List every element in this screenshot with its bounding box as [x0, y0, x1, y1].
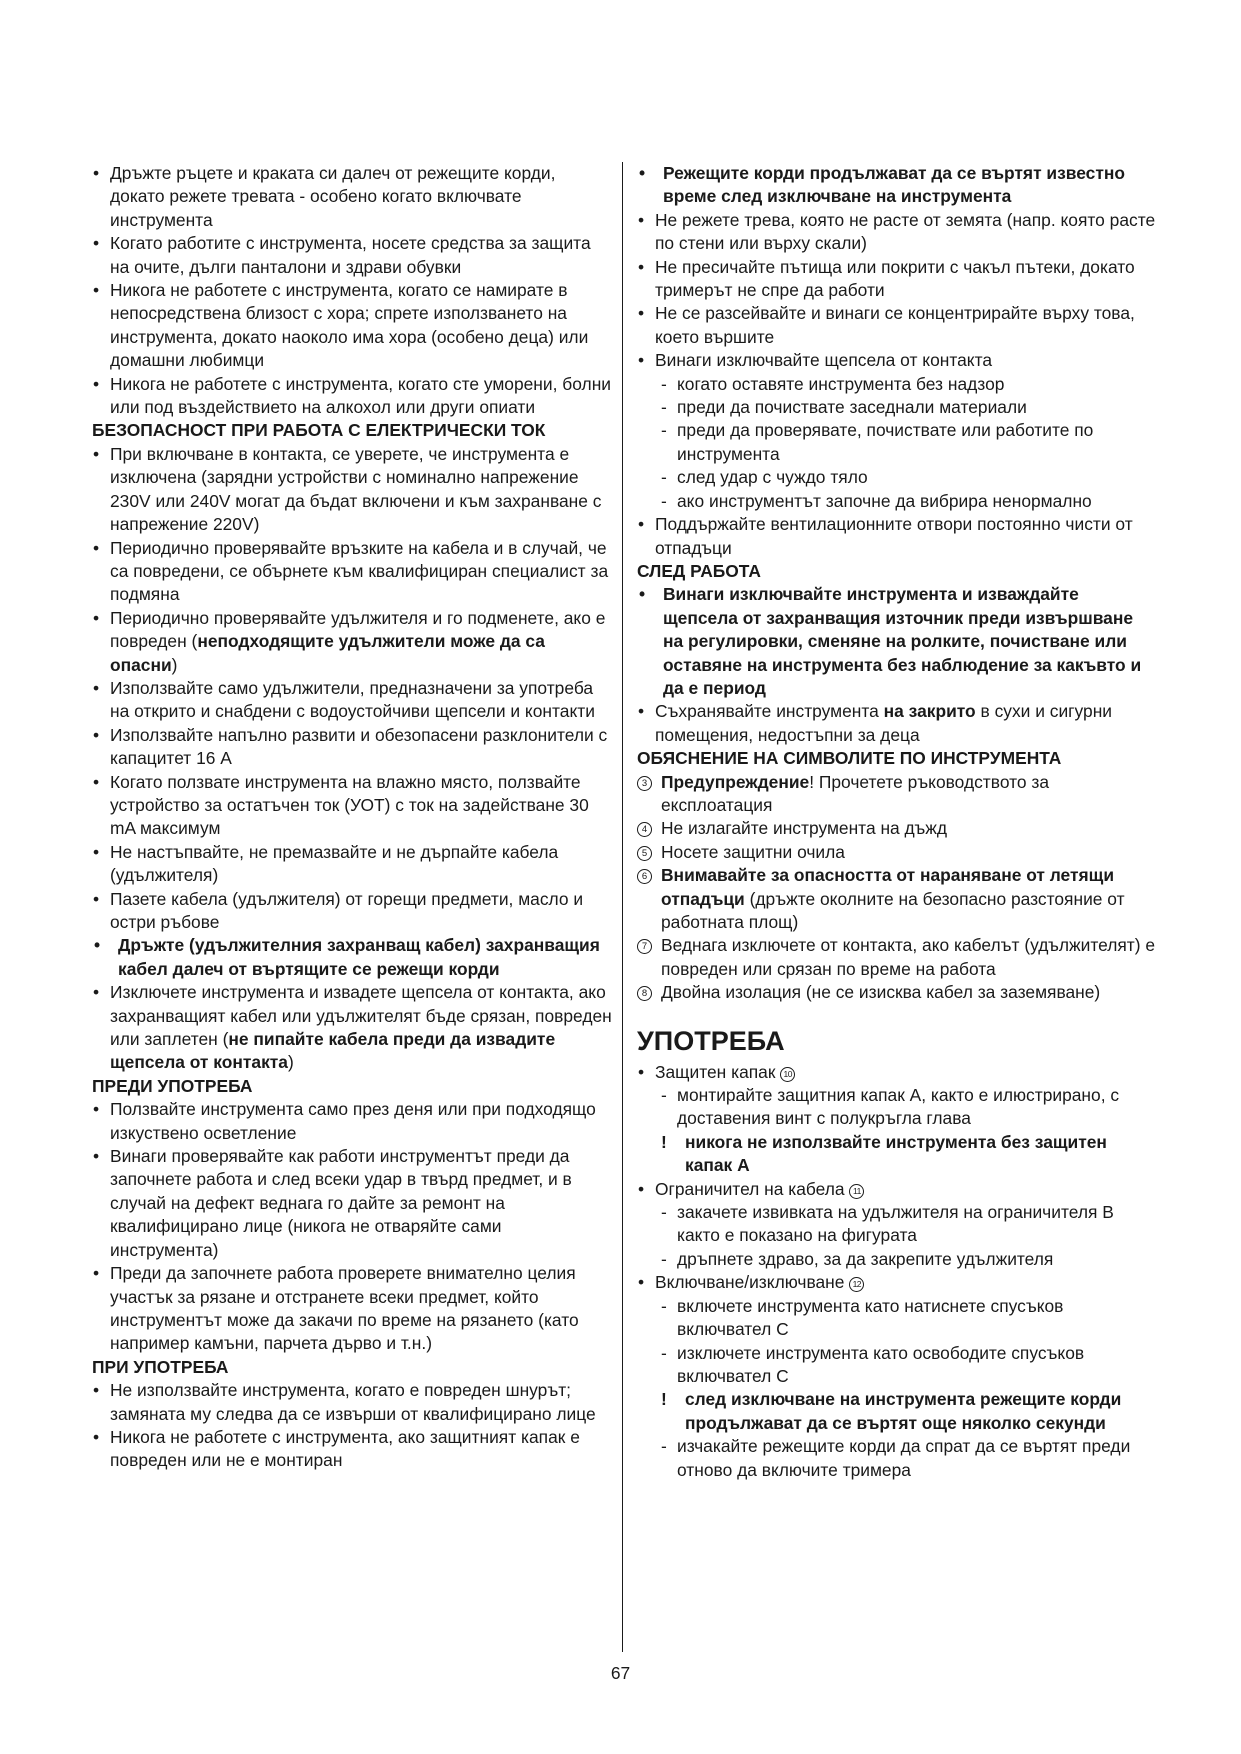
list-item	[92, 607, 612, 677]
dash-item: - ако инструментът започне да вибрира ненормално	[637, 490, 1157, 513]
list-item: • Не използвайте инструмента, когато е повреден шнурът; замяната му следва да се извърши от квалифицирано лице	[92, 1379, 612, 1426]
dash-item: - когато оставяте инструмента без надзор	[637, 373, 1157, 396]
dash-item: - изчакайте режещите корди да спрат да се въртят преди отново да включите тримера	[637, 1435, 1157, 1482]
list-item: • Дръжте ръцете и краката си далеч от режещите корди, докато режете тревата - особено когато включвате инструмента	[92, 162, 612, 232]
item-text: Периодично проверявайте удължителя и го подменете, ако е повреден (	[110, 607, 606, 652]
warning-item: ! никога не използвайте инструмента без защитен капак A	[637, 1131, 1157, 1178]
symbols-heading: ОБЯСНЕНИЕ НА СИМВОЛИТЕ ПО ИНСТРУМЕНТА	[637, 748, 1062, 769]
item-text: Не излагайте инструмента на дъжд	[661, 818, 947, 839]
symbol-item	[637, 934, 1157, 981]
item-text: (дръжте околните на безопасно разстояние от работната площ)	[661, 888, 1125, 932]
item-text: Съхранявайте инструмента	[655, 701, 884, 722]
figure-ref-number: 11	[849, 1184, 864, 1199]
symbol-number: 8	[637, 986, 652, 1001]
list-item: • Винаги проверявайте как работи инструментът преди да започнете работа и след всеки удар в твърд предмет, и в случай на дефект веднага го дайте за ремонт на квалифицирано лице (никога не отваряйте сами инструмента)	[92, 1145, 612, 1262]
symbol-item	[637, 771, 1157, 818]
item-bold-text: Внимавайте за опасността от нараняване от летящи отпадъци	[661, 865, 1115, 909]
list-item: • Винаги изключвайте щепсела от контакта	[637, 349, 1157, 372]
list-item: • Не режете трева, която не расте от земята (напр. която расте по стени или върху скали)	[637, 209, 1157, 256]
symbol-item	[637, 864, 1157, 934]
right-column	[637, 162, 1157, 1482]
electrical-safety-heading: БЕЗОПАСНОСТ ПРИ РАБОТА С ЕЛЕКТРИЧЕСКИ ТОК	[92, 420, 546, 441]
warning-item: ! след изключване на инструмента режещите корди продължават да се въртят още няколко секунди	[637, 1388, 1157, 1435]
symbol-number: 7	[637, 939, 652, 954]
dash-item: - изключете инструмента като освободите спусъков включвател C	[637, 1342, 1157, 1389]
list-item: • Не пресичайте пътища или покрити с чакъл пътеки, докато тримерът не спре да работи	[637, 256, 1157, 303]
list-item: • Не се разсейвайте и винаги се концентрирайте върху това, което вършите	[637, 302, 1157, 349]
list-item: • Преди да започнете работа проверете внимателно целия участък за рязане и отстранете всеки предмет, който инструментът може да закачи по време на рязането (като например камъни, парчета дърво и т.н.)	[92, 1262, 612, 1356]
dash-item: - преди да проверявате, почиствате или работите по инструмента	[637, 419, 1157, 466]
figure-ref-number: 12	[849, 1277, 864, 1292]
item-text: )	[171, 654, 178, 675]
dash-item: - след удар с чуждо тяло	[637, 466, 1157, 489]
list-item	[637, 1178, 1157, 1201]
item-text: Ограничител на кабела	[655, 1178, 845, 1199]
after-work-heading: СЛЕД РАБОТА	[637, 560, 761, 581]
item-text: Изключете инструмента и извадете щепсела от контакта, ако захранващият кабел или удължителят бъде срязан, повреден или заплетен (	[110, 982, 612, 1050]
list-item-bold: • Режещите корди продължават да се въртят известно време след изключване на инструмента	[637, 162, 1157, 209]
column-divider	[622, 162, 623, 1652]
page-number: 67	[610, 1663, 631, 1683]
item-text: Защитен капак	[655, 1061, 776, 1082]
dash-item: - закачете извивката на удължителя на ограничителя B както е показано на фигурата	[637, 1201, 1157, 1248]
item-text: в сухи и сигурни помещения, недостъпни за деца	[655, 701, 1113, 745]
list-item: • Периодично проверявайте връзките на кабела и в случай, че са повредени, се обърнете към квалифициран специалист за подмяна	[92, 537, 612, 607]
list-item: • Пазете кабела (удължителя) от горещи предмети, масло и остри ръбове	[92, 888, 612, 935]
item-bold-text: неподходящите удължители може да са опасни	[110, 631, 545, 675]
list-item: • Никога не работете с инструмента, когато сте уморени, болни или под въздействието на алкохол или други опиати	[92, 373, 612, 420]
dash-item: - монтирайте защитния капак A, както е илюстрирано, с доставения винт с полукръгла глава	[637, 1084, 1157, 1131]
list-item: • Когато работите с инструмента, носете средства за защита на очите, дълги панталони и здрави обувки	[92, 232, 612, 279]
dash-item: - включете инструмента като натиснете спусъков включвател C	[637, 1295, 1157, 1342]
item-text: Носете защитни очила	[661, 841, 845, 862]
symbol-item	[637, 817, 1157, 840]
list-item	[637, 1271, 1157, 1294]
item-text: ! Прочетете ръководството за експлоатация	[661, 771, 1050, 815]
list-item-bold: • Дръжте (удължителния захранващ кабел) захранващия кабел далеч от въртящите се режещи корди	[92, 934, 612, 981]
usage-title: УПОТРЕБА	[637, 1025, 785, 1056]
list-item: • Поддържайте вентилационните отвори постоянно чисти от отпадъци	[637, 513, 1157, 560]
symbol-number: 3	[637, 776, 652, 791]
dash-item: - дръпнете здраво, за да закрепите удължителя	[637, 1248, 1157, 1271]
symbol-number: 6	[637, 869, 652, 884]
list-item-bold: • Винаги изключвайте инструмента и изваждайте щепсела от захранващия източник преди извършване на регулировки, сменяне на ролките, почистване или оставяне на инструмента без наблюдение за какъвто и да е период	[637, 583, 1157, 700]
list-item: • Когато ползвате инструмента на влажно място, ползвайте устройство за остатъчен ток (УОТ) с ток на задействане 30 mA максимум	[92, 771, 612, 841]
list-item: • Използвайте напълно развити и обезопасени разклонители с капацитет 16 A	[92, 724, 612, 771]
dash-item: - преди да почиствате заседнали материали	[637, 396, 1157, 419]
during-use-heading: ПРИ УПОТРЕБА	[92, 1356, 229, 1377]
list-item: • Никога не работете с инструмента, когато се намирате в непосредствена близост с хора; спрете използването на инструмента, докато наоколо има хора (особено деца) или домашни любимци	[92, 279, 612, 373]
list-item: • Не настъпвайте, не премазвайте и не дърпайте кабела (удължителя)	[92, 841, 612, 888]
list-item: • Ползвайте инструмента само през деня или при подходящо изкуствено осветление	[92, 1098, 612, 1145]
item-bold-text: Предупреждение	[661, 771, 810, 792]
item-bold-text: не пипайте кабела преди да извадите щепсела от контакта	[110, 1029, 556, 1073]
item-bold-text: на закрито	[883, 701, 976, 722]
item-text: Включване/изключване	[655, 1272, 845, 1293]
list-item	[637, 700, 1157, 747]
list-item: • Никога не работете с инструмента, ако защитният капак е повреден или не е монтиран	[92, 1426, 612, 1473]
list-item	[92, 981, 612, 1075]
item-text: Двойна изолация (не се изисква кабел за заземяване)	[661, 982, 1101, 1003]
item-text: Веднага изключете от контакта, ако кабелът (удължителят) е повреден или срязан по време на работа	[661, 935, 1156, 979]
list-item	[637, 1061, 1157, 1084]
symbol-item	[637, 981, 1157, 1004]
symbol-item	[637, 841, 1157, 864]
symbol-number: 4	[637, 822, 652, 837]
symbol-number: 5	[637, 846, 652, 861]
list-item: • Използвайте само удължители, предназначени за употреба на открито и снабдени с водоустойчиви щепсели и контакти	[92, 677, 612, 724]
before-use-heading: ПРЕДИ УПОТРЕБА	[92, 1075, 253, 1096]
left-column	[92, 162, 612, 1473]
item-text: )	[287, 1052, 294, 1073]
list-item: • При включване в контакта, се уверете, че инструмента е изключена (зарядни устройстви с номинално напрежение 230V или 240V могат да бъдат включени и към захранване с напрежение 220V)	[92, 443, 612, 537]
figure-ref-number: 10	[780, 1067, 795, 1082]
